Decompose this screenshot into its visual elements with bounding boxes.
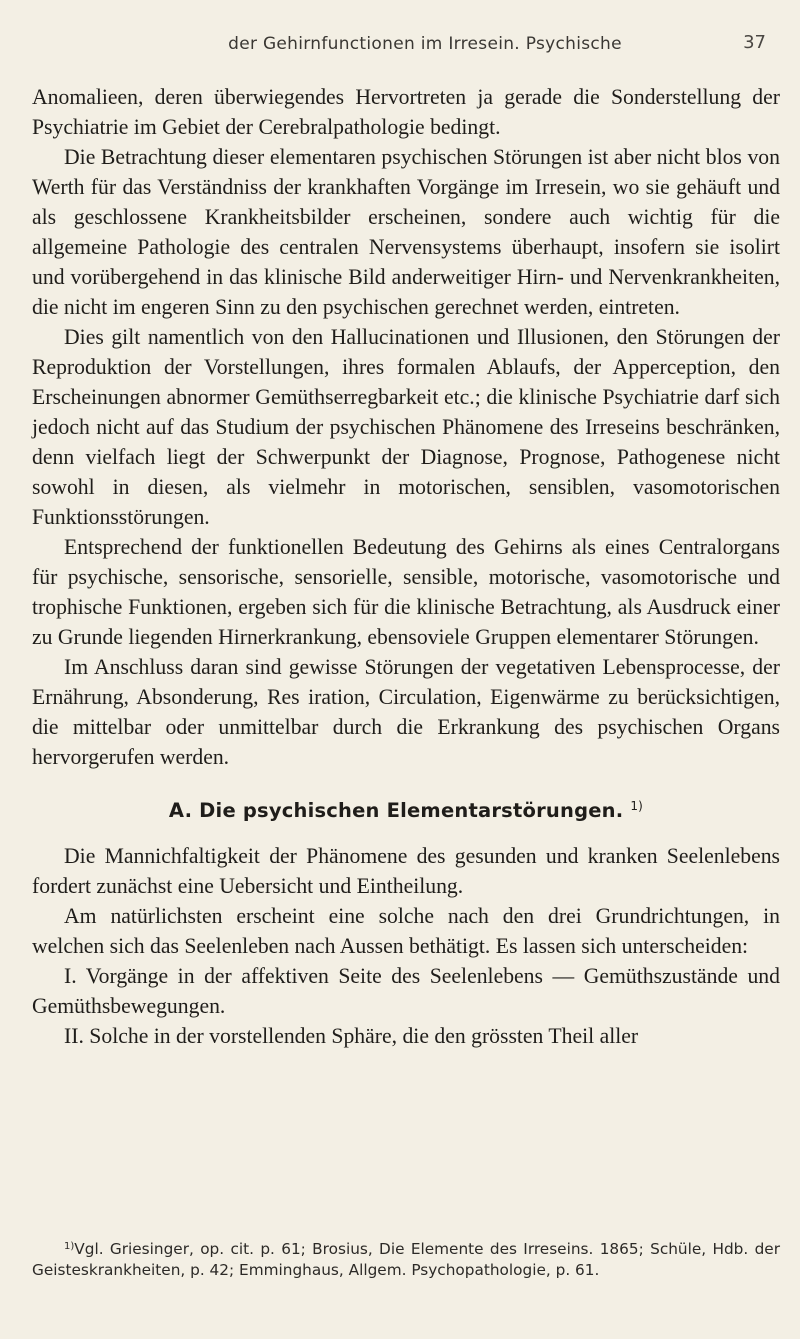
paragraph: Die Betrachtung dieser elementaren psychischen Störungen ist aber nicht blos von Werth für das Verständniss der krankhaften Vorgänge im Irresein, wo sie gehäuft und als geschlossene Krankheitsbilder erscheinen, sondere auch wichtig für die allgemeine Pathologie des centralen Nervensystems überhaupt, insofern sie isolirt und vorübergehend in das klinische Bild anderweitiger Hirn- und Nervenkrankheiten, die nicht im engeren Sinn zu den psychischen gerechnet werden, eintreten. [32, 145, 780, 319]
paragraph: Die Mannichfaltigkeit der Phänomene des gesunden und kranken Seelenlebens fordert zunächst eine Uebersicht und Eintheilung. [32, 844, 780, 898]
paragraph: Im Anschluss daran sind gewisse Störungen der vegetativen Lebensprocesse, der Ernährung, Absonderung, Res iration, Circulation, Eigenwärme zu berücksichtigen, die mittelbar oder unmittelbar durch die Erkrankung des psychischen Organs hervorgerufen werden. [32, 655, 780, 769]
footnote-reference: 1) [630, 799, 644, 813]
paragraph: Dies gilt namentlich von den Hallucinationen und Illusionen, den Störungen der Reproduktion der Vorstellungen, ihres formalen Ablaufs, der Apperception, den Erscheinungen abnormer Gemüthserregbarkeit etc.; die klinische Psychiatrie darf sich jedoch nicht auf das Studium der psychischen Phänomene des Irreseins beschränken, denn vielfach liegt der Schwerpunkt der Diagnose, Prognose, Pathogenese nicht sowohl in diesen, als vielmehr in motorischen, sensiblen, vasomotorischen Funktionsstörungen. [32, 325, 780, 529]
footnote [32, 1236, 780, 1281]
paragraph: Am natürlichsten erscheint eine solche nach den drei Grundrichtungen, in welchen sich das Seelenleben nach Aussen bethätigt. Es lassen sich unterscheiden: [32, 904, 780, 958]
paragraph: Anomalieen, deren überwiegendes Hervortreten ja gerade die Sonderstellung der Psychiatrie im Gebiet der Cerebralpathologie bedingt. [32, 85, 780, 139]
footnote-text: Vgl. Griesinger, op. cit. p. 61; Brosius, Die Elemente des Irreseins. 1865; Schüle, Hdb. der Geisteskrankheiten, p. 42; Emminghaus, Allgem. Psychopathologie, p. 61. [32, 1240, 780, 1279]
footnote-marker: 1) [64, 1241, 75, 1252]
section-heading-text: A. Die psychischen Elementarstörungen. [168, 799, 624, 822]
page-number: 37 [743, 32, 766, 53]
section-heading [32, 791, 780, 826]
paragraph: Entsprechend der funktionellen Bedeutung des Gehirns als eines Centralorgans für psychische, sensorische, sensorielle, sensible, motorische, vasomotorische und trophische Funktionen, ergeben sich für die klinische Betrachtung, als Ausdruck einer zu Grunde liegenden Hirnerkrankung, ebensoviele Gruppen elementarer Störungen. [32, 535, 780, 649]
body-text [32, 82, 780, 1051]
footnotes [32, 1236, 780, 1281]
running-header: der Gehirnfunctionen im Irresein. Psychische [228, 34, 622, 54]
list-item: I. Vorgänge in der affektiven Seite des Seelenlebens — Gemüthszustände und Gemüthsbewegungen. [32, 964, 780, 1018]
list-item: II. Solche in der vorstellenden Sphäre, die den grössten Theil aller [64, 1024, 639, 1048]
